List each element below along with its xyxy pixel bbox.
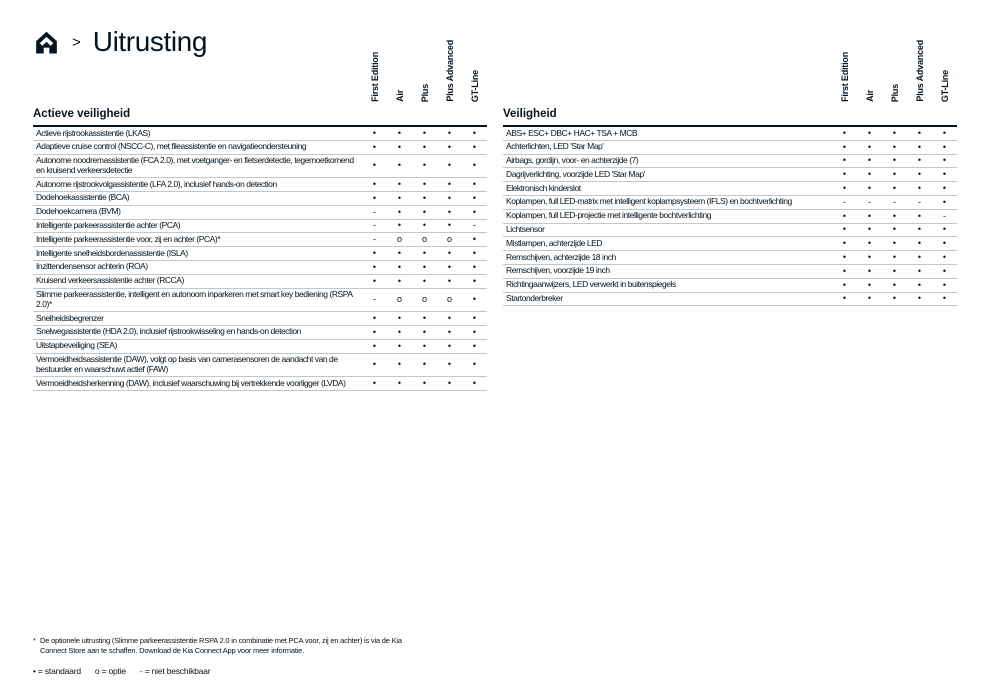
availability-cell: • [842, 224, 847, 235]
feature-label: Remschijven, achterzijde 18 inch [506, 251, 616, 262]
availability-cell: • [422, 160, 427, 171]
column-headers-row [33, 30, 487, 102]
availability-cell: • [867, 127, 872, 138]
availability-cell: • [397, 206, 402, 217]
page-title: Uitrusting [92, 26, 208, 57]
availability-cell: • [472, 160, 477, 171]
feature-row [33, 261, 487, 275]
availability-cell: • [372, 326, 377, 337]
availability-cell: • [397, 179, 402, 190]
feature-label: Koplampen, full LED-matrix met intelligent koplampsysteem (IFLS) en bochtverlichting [506, 196, 792, 207]
column-header-plus-advanced [437, 40, 462, 102]
column-header-plus-advanced [907, 40, 932, 102]
availability-cell: • [867, 224, 872, 235]
column-header-plus [882, 84, 907, 102]
availability-cell: • [372, 378, 377, 389]
availability-cell: - [373, 234, 376, 245]
availability-cell: • [372, 359, 377, 370]
feature-row [503, 168, 957, 182]
availability-cell: • [397, 326, 402, 337]
availability-cell: • [842, 141, 847, 152]
feature-label: Elektronisch kinderslot [506, 182, 581, 193]
feature-row [503, 127, 957, 141]
feature-row [503, 155, 957, 169]
feature-row [33, 178, 487, 192]
availability-cell: • [422, 326, 427, 337]
column-header-label: Plus [889, 83, 900, 102]
column-header-label: Air [864, 90, 875, 102]
availability-cell: • [372, 160, 377, 171]
feature-label: Dodehoekassistentie (BCA) [36, 192, 130, 203]
availability-cell: • [397, 378, 402, 389]
column-header-gt-line [462, 70, 487, 102]
availability-cell: • [372, 127, 377, 138]
availability-cell: • [472, 192, 477, 203]
availability-cell: • [892, 210, 897, 221]
availability-cell: • [472, 127, 477, 138]
table-body [33, 125, 487, 391]
availability-cell: • [917, 279, 922, 290]
availability-cell: • [942, 279, 947, 290]
availability-cell: • [397, 192, 402, 203]
column-header-gt-line [932, 70, 957, 102]
feature-label: Intelligente parkeerassistentie achter (PCA) [36, 220, 181, 231]
availability-cell: • [372, 179, 377, 190]
feature-label: Kruisend verkeersassistentie achter (RCCA) [36, 275, 184, 286]
column-header-first-edition [362, 52, 387, 102]
availability-cell: • [372, 261, 377, 272]
feature-label: Vermoeidheidsherkenning (DAW), inclusief waarschuwing bij vertrekkende voorligger (LVDA) [36, 377, 346, 388]
feature-label: ABS+ ESC+ DBC+ HAC+ TSA + MCB [506, 127, 638, 138]
feature-label: Uitstapbeveiliging (SEA) [36, 340, 117, 351]
feature-label: Snelheidsbegrenzer [36, 312, 104, 323]
feature-row [503, 251, 957, 265]
feature-label: Airbags, gordijn, voor- en achterzijde (7) [506, 155, 639, 166]
legend-item: • = standaard [33, 666, 81, 676]
availability-cell: - [473, 220, 476, 231]
availability-cell: • [422, 248, 427, 259]
legend [33, 666, 210, 676]
feature-row [503, 293, 957, 307]
availability-cell: • [447, 206, 452, 217]
availability-cell: • [397, 127, 402, 138]
feature-label: Actieve rijstrookassistentie (LKAS) [36, 127, 151, 138]
availability-cell: • [842, 127, 847, 138]
footnote-text: De optionele uitrusting (Slimme parkeerassistentie RSPA 2.0 in combinatie met PCA voor, zij en achter) is via de Kia Connect Store aan te schaffen. Download de Kia Connect App voor meer informatie. [40, 636, 402, 655]
availability-cell: • [917, 265, 922, 276]
availability-cell: • [472, 141, 477, 152]
feature-row [503, 210, 957, 224]
availability-cell: • [397, 359, 402, 370]
feature-label: Snelwegassistentie (HDA 2.0), inclusief rijstrookwisseling en hands-on detection [36, 326, 301, 337]
availability-cell: • [892, 265, 897, 276]
feature-row [33, 220, 487, 234]
feature-row [33, 289, 487, 313]
availability-cell: • [472, 359, 477, 370]
feature-row [33, 340, 487, 354]
availability-cell: o [446, 234, 452, 245]
feature-label: Adaptieve cruise control (NSCC-C), met fileassistentie en navigatieondersteuning [36, 141, 307, 152]
availability-cell: • [942, 265, 947, 276]
feature-row [33, 326, 487, 340]
availability-cell: • [397, 141, 402, 152]
availability-cell: • [447, 313, 452, 324]
availability-cell: • [867, 252, 872, 263]
availability-cell: • [892, 293, 897, 304]
breadcrumb-separator: > [72, 33, 81, 51]
feature-row [33, 127, 487, 141]
feature-label: Autonome rijstrookvolgassistentie (LFA 2.0), inclusief hands-on detection [36, 178, 277, 189]
availability-cell: • [867, 169, 872, 180]
column-header-air [857, 90, 882, 102]
section-title: Veiligheid [503, 108, 557, 120]
availability-cell: - [943, 210, 946, 221]
availability-cell: • [422, 313, 427, 324]
feature-row [33, 312, 487, 326]
availability-cell: • [892, 238, 897, 249]
availability-cell: • [422, 220, 427, 231]
feature-row [503, 141, 957, 155]
feature-row [503, 182, 957, 196]
availability-cell: - [843, 196, 846, 207]
availability-cell: • [842, 238, 847, 249]
availability-cell: • [917, 224, 922, 235]
availability-cell: • [892, 183, 897, 194]
feature-label: Richtingaanwijzers, LED verwerkt in buitenspiegels [506, 279, 676, 290]
availability-cell: o [446, 294, 452, 305]
availability-cell: • [472, 326, 477, 337]
availability-cell: • [422, 192, 427, 203]
feature-label: Intelligente snelheidsbordenassistentie (ISLA) [36, 247, 188, 258]
legend-item: o = optie [94, 666, 126, 676]
availability-cell: • [917, 238, 922, 249]
availability-cell: • [917, 293, 922, 304]
availability-cell: • [447, 179, 452, 190]
table-body [503, 125, 957, 306]
availability-cell: - [893, 196, 896, 207]
availability-cell: • [397, 248, 402, 259]
feature-row [33, 192, 487, 206]
availability-cell: • [447, 326, 452, 337]
feature-label: Intelligente parkeerassistentie voor, zij en achter (PCA)* [36, 233, 221, 244]
availability-cell: • [892, 224, 897, 235]
availability-cell: • [447, 378, 452, 389]
availability-cell: • [472, 248, 477, 259]
availability-cell: • [842, 169, 847, 180]
availability-cell: • [942, 183, 947, 194]
column-header-label: First Edition [839, 52, 850, 102]
availability-cell: • [372, 340, 377, 351]
availability-cell: o [396, 294, 402, 305]
availability-cell: • [942, 293, 947, 304]
availability-cell: • [942, 141, 947, 152]
availability-cell: • [867, 293, 872, 304]
feature-row [503, 265, 957, 279]
availability-cell: • [447, 359, 452, 370]
availability-cell: • [942, 127, 947, 138]
availability-cell: • [397, 261, 402, 272]
availability-cell: o [421, 294, 427, 305]
availability-cell: • [942, 196, 947, 207]
availability-cell: • [942, 252, 947, 263]
availability-cell: • [422, 261, 427, 272]
availability-cell: • [372, 248, 377, 259]
availability-cell: • [917, 252, 922, 263]
section-title: Actieve veiligheid [33, 108, 131, 120]
availability-cell: • [372, 275, 377, 286]
availability-cell: • [472, 234, 477, 245]
availability-cell: • [842, 183, 847, 194]
availability-cell: • [472, 261, 477, 272]
availability-cell: • [447, 220, 452, 231]
column-header-label: GT-Line [939, 69, 950, 102]
feature-label: Dagrijverlichting, voorzijde LED 'Star Map' [506, 168, 645, 179]
footnote-marker: * [33, 636, 36, 645]
availability-cell: • [892, 155, 897, 166]
availability-cell: • [397, 160, 402, 171]
availability-cell: • [917, 155, 922, 166]
column-header-label: Plus Advanced [444, 40, 455, 102]
availability-cell: • [472, 340, 477, 351]
feature-row [33, 206, 487, 220]
availability-cell: • [892, 252, 897, 263]
availability-cell: • [917, 183, 922, 194]
feature-label: Remschijven, voorzijde 19 inch [506, 265, 610, 276]
availability-cell: • [842, 155, 847, 166]
availability-cell: • [867, 141, 872, 152]
availability-cell: • [447, 127, 452, 138]
availability-cell: • [892, 127, 897, 138]
availability-cell: • [372, 141, 377, 152]
table-section-actieve-veiligheid [33, 30, 487, 391]
availability-cell: • [372, 313, 377, 324]
availability-cell: • [397, 313, 402, 324]
availability-cell: • [472, 378, 477, 389]
availability-cell: • [447, 160, 452, 171]
availability-cell: • [867, 210, 872, 221]
column-header-label: First Edition [369, 52, 380, 102]
availability-cell: - [918, 196, 921, 207]
availability-cell: • [942, 169, 947, 180]
availability-cell: • [892, 279, 897, 290]
availability-cell: • [842, 293, 847, 304]
table-section-veiligheid [503, 30, 957, 306]
availability-cell: • [942, 238, 947, 249]
feature-label: Inzittendensensor achterin (ROA) [36, 261, 148, 272]
availability-cell: - [373, 206, 376, 217]
feature-row [33, 354, 487, 378]
availability-cell: • [942, 155, 947, 166]
feature-label: Achterlichten, LED 'Star Map' [506, 141, 604, 152]
availability-cell: o [396, 234, 402, 245]
feature-row [33, 155, 487, 179]
feature-row [503, 196, 957, 210]
availability-cell: • [397, 340, 402, 351]
feature-label: Mistlampen, achterzijde LED [506, 237, 603, 248]
column-header-air [387, 90, 412, 102]
feature-row [33, 377, 487, 391]
legend-item: - = niet beschikbaar [139, 666, 211, 676]
availability-cell: • [422, 359, 427, 370]
availability-cell: • [942, 224, 947, 235]
column-header-label: Plus [419, 83, 430, 102]
availability-cell: • [422, 179, 427, 190]
availability-cell: • [842, 210, 847, 221]
feature-row [33, 233, 487, 247]
feature-row [503, 224, 957, 238]
feature-label: Koplampen, full LED-projectie met intelligente bochtverlichting [506, 210, 712, 221]
availability-cell: • [397, 275, 402, 286]
availability-cell: • [447, 340, 452, 351]
feature-row [33, 247, 487, 261]
availability-cell: • [892, 169, 897, 180]
feature-row [33, 275, 487, 289]
availability-cell: - [373, 294, 376, 305]
column-header-plus [412, 84, 437, 102]
availability-cell: • [892, 141, 897, 152]
footnote [33, 636, 415, 655]
availability-cell: • [397, 220, 402, 231]
availability-cell: • [867, 238, 872, 249]
feature-label: Startonderbreker [506, 293, 563, 304]
availability-cell: • [422, 206, 427, 217]
feature-label: Lichtsensor [506, 224, 545, 235]
feature-label: Vermoeidheidsassistentie (DAW), volgt op basis van camerasensoren de aandacht van de bestuurder en waarschuwt actief (FAW) [36, 354, 338, 374]
feature-row [503, 237, 957, 251]
column-headers-row [503, 30, 957, 102]
availability-cell: o [421, 234, 427, 245]
availability-cell: • [447, 192, 452, 203]
column-header-label: GT-Line [469, 69, 480, 102]
feature-label: Autonome noodremassistentie (FCA 2.0), met voetganger- en fietserdetectie, tegemoetkomend en kruisend verkeersdetectie [36, 155, 354, 175]
availability-cell: • [917, 141, 922, 152]
availability-cell: • [422, 127, 427, 138]
availability-cell: • [472, 313, 477, 324]
availability-cell: • [447, 261, 452, 272]
availability-cell: • [867, 279, 872, 290]
column-header-label: Air [394, 90, 405, 102]
availability-cell: • [842, 252, 847, 263]
availability-cell: • [422, 340, 427, 351]
availability-cell: • [917, 169, 922, 180]
feature-row [33, 141, 487, 155]
availability-cell: • [917, 127, 922, 138]
availability-cell: • [447, 248, 452, 259]
availability-cell: - [868, 196, 871, 207]
availability-cell: • [917, 210, 922, 221]
availability-cell: • [422, 141, 427, 152]
column-header-first-edition [832, 52, 857, 102]
availability-cell: • [447, 275, 452, 286]
availability-cell: • [472, 206, 477, 217]
availability-cell: • [422, 378, 427, 389]
availability-cell: • [867, 265, 872, 276]
availability-cell: • [372, 192, 377, 203]
column-header-label: Plus Advanced [914, 40, 925, 102]
feature-row [503, 279, 957, 293]
feature-label: Dodehoekcamera (BVM) [36, 206, 121, 217]
feature-label: Slimme parkeerassistentie, intelligent en autonoom inparkeren met smart key bediening (RSPA 2.0)* [36, 289, 353, 309]
availability-cell: • [472, 179, 477, 190]
availability-cell: • [842, 265, 847, 276]
availability-cell: • [447, 141, 452, 152]
availability-cell: • [472, 294, 477, 305]
availability-cell: • [867, 155, 872, 166]
availability-cell: - [373, 220, 376, 231]
availability-cell: • [422, 275, 427, 286]
availability-cell: • [472, 275, 477, 286]
availability-cell: • [842, 279, 847, 290]
availability-cell: • [867, 183, 872, 194]
